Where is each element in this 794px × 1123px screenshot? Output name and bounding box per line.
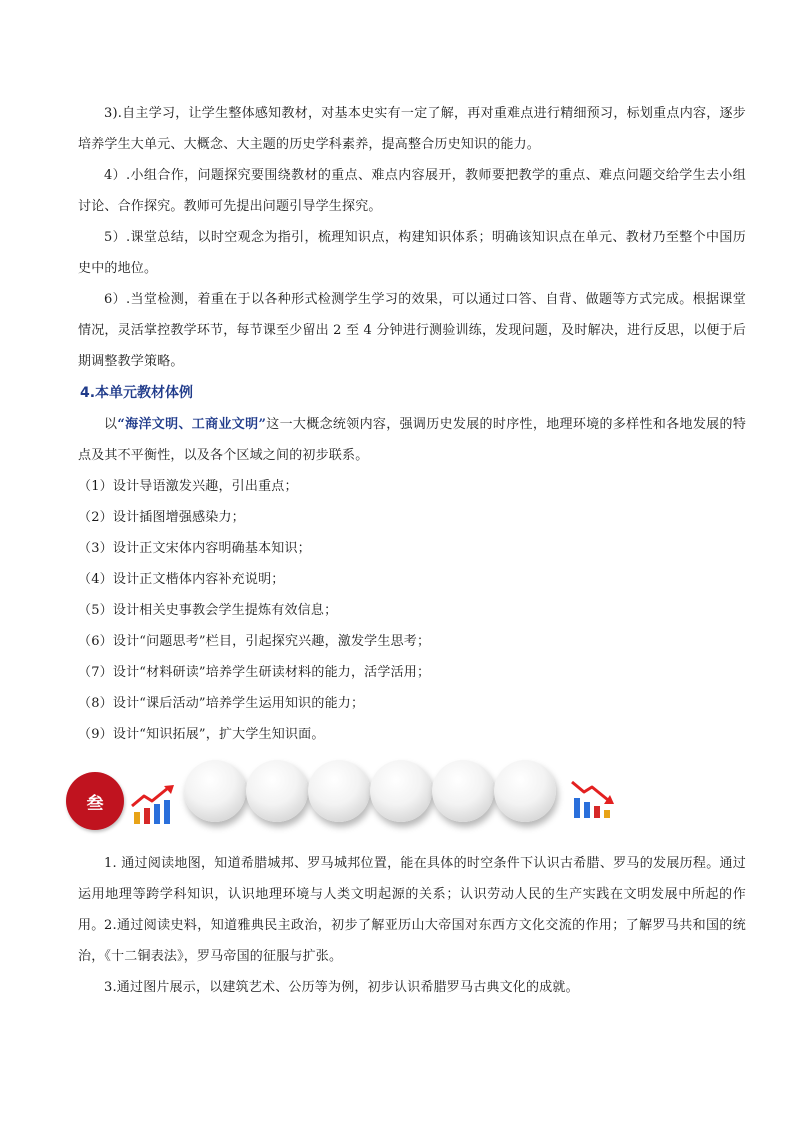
intro-highlight: “海洋文明、工商业文明”: [117, 417, 267, 432]
list-item: （7）设计“材料研读”培养学生研读材料的能力，活学活用；: [78, 665, 431, 680]
paragraph-class-test: 6）.当堂检测，着重在于以各种形式检测学生学习的效果，可以通过口答、自背、做题等方式完成。根据课堂情况，灵活掌控教学环节，每节课至少留出 2 至 4 分钟进行测验训练，发现问题，及时解决，进行反思，以便于后期调整教学策略。: [78, 292, 746, 369]
paragraph-self-study: 3).自主学习，让学生整体感知教材，对基本史实有一定了解，再对重难点进行精细预习，标划重点内容，逐步培养学生大单元、大概念、大主题的历史学科素养，提高整合历史知识的能力。: [78, 106, 746, 152]
intro-prefix: 以: [104, 417, 118, 432]
list-item: （3）设计正文宋体内容明确基本知识；: [78, 541, 311, 556]
section-number-badge: 叁: [66, 772, 124, 830]
decorative-ball: [494, 760, 556, 822]
decorative-ball: [432, 760, 494, 822]
list-item: （6）设计“问题思考”栏目，引起探究兴趣，激发学生思考；: [78, 634, 431, 649]
list-item: （8）设计“课后活动”培养学生运用知识的能力；: [78, 696, 365, 711]
decorative-ball: [246, 760, 308, 822]
intro-suffix: 这一大概念统领内容，强调历史发展的时序性，地理环境的多样性和各地发展的特点及其不平衡性，以及各个区域之间的初步联系。: [78, 417, 747, 463]
list-item: （4）设计正文楷体内容补充说明；: [78, 572, 285, 587]
rising-chart-icon: [130, 784, 180, 828]
paragraph-section-intro: [78, 409, 746, 471]
paragraph-group-work: 4）.小组合作，问题探究要围绕教材的重点、难点内容展开，教师要把教学的重点、难点问题交给学生去小组讨论、合作探究。教师可先提出问题引导学生探究。: [78, 168, 746, 214]
list-item: （2）设计插图增强感染力；: [78, 510, 245, 525]
decorative-ball: [370, 760, 432, 822]
objective-paragraph-1: 1. 通过阅读地图，知道希腊城邦、罗马城邦位置，能在具体的时空条件下认识古希腊、罗马的发展历程。通过运用地理等跨学科知识，认识地理环境与人类文明起源的关系；认识劳动人民的生产实践在文明发展中所起的作用。: [78, 856, 746, 933]
objective-paragraph-2: 2.通过阅读史料，知道雅典民主政治，初步了解亚历山大帝国对东西方文化交流的作用；了解罗马共和国的统治，《十二铜表法》，罗马帝国的征服与扩张。: [78, 918, 746, 964]
list-item: （5）设计相关史事教会学生提炼有效信息；: [78, 603, 338, 618]
section-heading-textbook-format: 4.本单元教材体例: [80, 385, 194, 401]
paragraph-class-summary: 5）.课堂总结，以时空观念为指引，梳理知识点，构建知识体系；明确该知识点在单元、教材乃至整个中国历史中的地位。: [78, 230, 746, 276]
list-item: （1）设计导语激发兴趣，引出重点；: [78, 479, 298, 494]
decorative-ball: [308, 760, 370, 822]
list-item: （9）设计“知识拓展”，扩大学生知识面。: [78, 727, 325, 742]
section-banner: [66, 760, 626, 832]
decorative-ball: [184, 760, 246, 822]
falling-chart-icon: [570, 778, 618, 820]
objective-paragraph-3: 3.通过图片展示，以建筑艺术、公历等为例，初步认识希腊罗马古典文化的成就。: [104, 980, 579, 995]
